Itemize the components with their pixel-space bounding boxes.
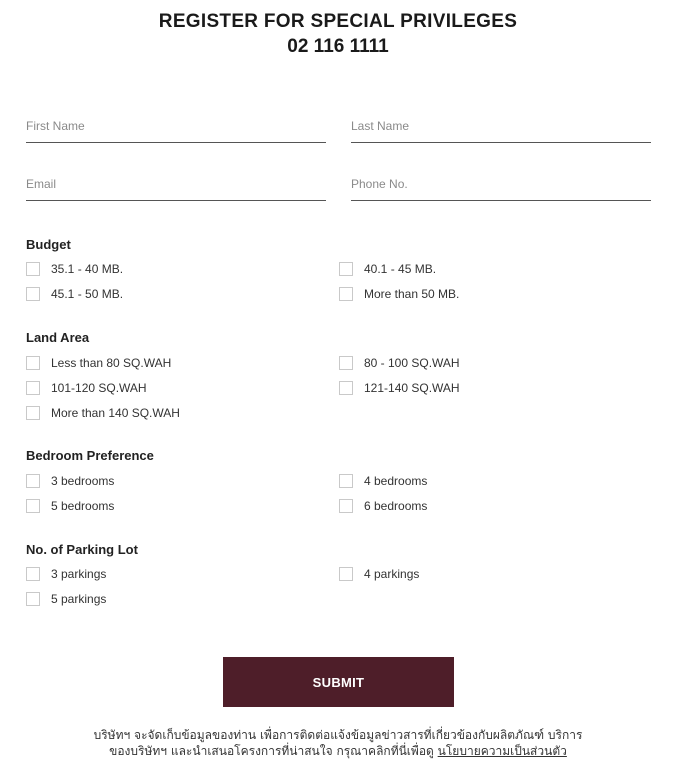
budget-option[interactable] bbox=[339, 286, 459, 302]
hotline-number: 02 116 1111 bbox=[287, 36, 389, 57]
first-name-input[interactable] bbox=[26, 112, 326, 140]
checkbox[interactable] bbox=[26, 406, 40, 420]
budget-option[interactable] bbox=[26, 286, 123, 302]
land-area-option[interactable] bbox=[26, 405, 180, 421]
land-area-option[interactable] bbox=[339, 355, 460, 371]
bedroom-section-title: Bedroom Preference bbox=[26, 448, 154, 463]
parking-section-title: No. of Parking Lot bbox=[26, 542, 138, 557]
checkbox[interactable] bbox=[26, 567, 40, 581]
checkbox[interactable] bbox=[26, 262, 40, 276]
option-label: 80 - 100 SQ.WAH bbox=[364, 356, 460, 370]
option-label: 35.1 - 40 MB. bbox=[51, 262, 124, 276]
submit-button[interactable]: SUBMIT bbox=[223, 657, 454, 707]
checkbox[interactable] bbox=[339, 474, 353, 488]
phone-field bbox=[351, 170, 651, 201]
checkbox[interactable] bbox=[339, 356, 353, 370]
parking-option[interactable] bbox=[26, 591, 106, 607]
checkbox[interactable] bbox=[26, 287, 40, 301]
checkbox[interactable] bbox=[26, 356, 40, 370]
checkbox[interactable] bbox=[339, 262, 353, 276]
budget-section-title: Budget bbox=[26, 237, 71, 252]
bedroom-option[interactable] bbox=[339, 473, 427, 489]
option-label: 101-120 SQ.WAH bbox=[51, 381, 147, 395]
option-label: 40.1 - 45 MB. bbox=[364, 262, 437, 276]
email-input[interactable] bbox=[26, 170, 326, 198]
first-name-field bbox=[26, 112, 326, 143]
parking-option[interactable] bbox=[339, 566, 419, 582]
privacy-policy-link[interactable]: นโยบายความเป็นส่วนตัว bbox=[437, 744, 567, 758]
option-label: 4 bedrooms bbox=[364, 474, 428, 488]
option-label: 121-140 SQ.WAH bbox=[364, 381, 460, 395]
privacy-notice-line1: บริษัทฯ จะจัดเก็บข้อมูลของท่าน เพื่อการติดต่อแจ้งข้อมูลข่าวสารที่เกี่ยวข้องกับผลิตภัณฑ์ บริการ bbox=[93, 728, 583, 742]
budget-option[interactable] bbox=[26, 261, 123, 277]
checkbox[interactable] bbox=[26, 381, 40, 395]
option-label: Less than 80 SQ.WAH bbox=[51, 356, 172, 370]
bedroom-option[interactable] bbox=[339, 498, 427, 514]
option-label: 3 bedrooms bbox=[51, 474, 115, 488]
last-name-field bbox=[351, 112, 651, 143]
checkbox[interactable] bbox=[26, 474, 40, 488]
land-area-option[interactable] bbox=[26, 355, 171, 371]
option-label: 5 bedrooms bbox=[51, 499, 115, 513]
checkbox[interactable] bbox=[339, 567, 353, 581]
checkbox[interactable] bbox=[26, 499, 40, 513]
form-header bbox=[0, 10, 676, 60]
option-label: More than 140 SQ.WAH bbox=[51, 406, 180, 420]
land-area-option[interactable] bbox=[26, 380, 147, 396]
land-area-section-title: Land Area bbox=[26, 330, 90, 345]
bedroom-option[interactable] bbox=[26, 473, 114, 489]
land-area-option[interactable] bbox=[339, 380, 460, 396]
option-label: 6 bedrooms bbox=[364, 499, 428, 513]
checkbox[interactable] bbox=[26, 592, 40, 606]
checkbox[interactable] bbox=[339, 499, 353, 513]
email-field bbox=[26, 170, 326, 201]
privacy-notice bbox=[60, 727, 616, 759]
checkbox[interactable] bbox=[339, 381, 353, 395]
option-label: 45.1 - 50 MB. bbox=[51, 287, 124, 301]
last-name-input[interactable] bbox=[351, 112, 651, 140]
option-label: 3 parkings bbox=[51, 567, 107, 581]
parking-option[interactable] bbox=[26, 566, 106, 582]
page-title: REGISTER FOR SPECIAL PRIVILEGES bbox=[158, 11, 518, 32]
bedroom-option[interactable] bbox=[26, 498, 114, 514]
option-label: 5 parkings bbox=[51, 592, 107, 606]
phone-input[interactable] bbox=[351, 170, 651, 198]
budget-option[interactable] bbox=[339, 261, 436, 277]
checkbox[interactable] bbox=[339, 287, 353, 301]
privacy-notice-line2: ของบริษัทฯ และนำเสนอโครงการที่น่าสนใจ กรุณาคลิกที่นี่เพื่อดู bbox=[109, 744, 434, 758]
option-label: 4 parkings bbox=[364, 567, 420, 581]
option-label: More than 50 MB. bbox=[364, 287, 460, 301]
